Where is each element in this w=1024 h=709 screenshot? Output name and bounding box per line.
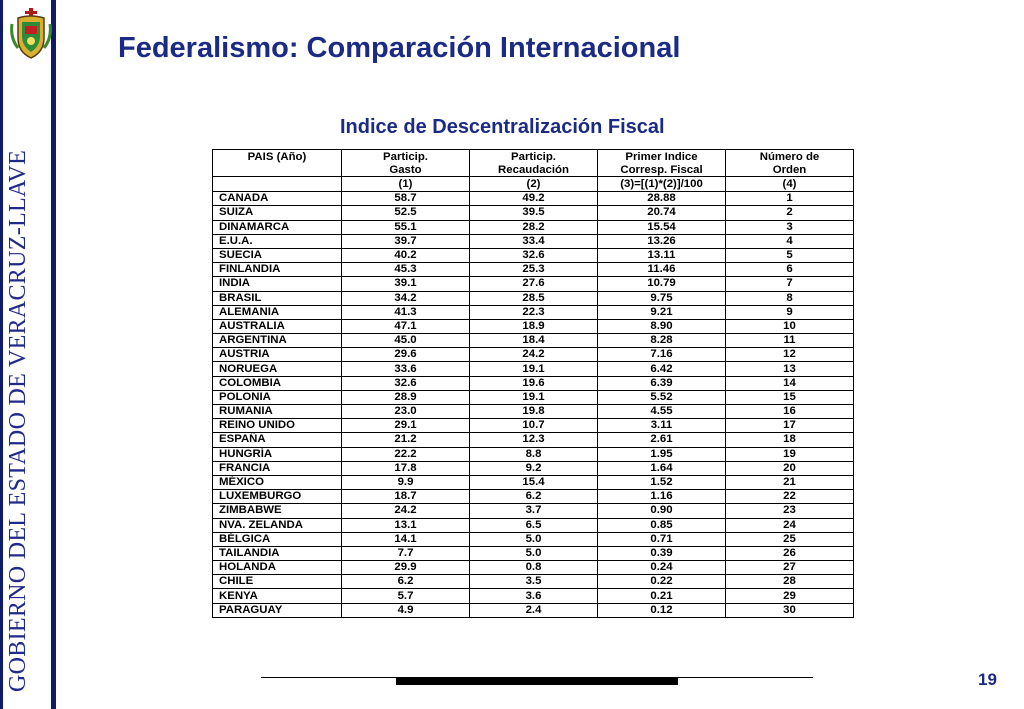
- cell-fiscal-index: 13.26: [598, 234, 726, 248]
- header-spending-share: Particip. Gasto: [342, 150, 470, 177]
- cell-spending-share: 29.6: [342, 348, 470, 362]
- cell-country: ARGENTINA: [213, 334, 342, 348]
- subheader-col-3: (3)=[(1)*(2)]/100: [598, 177, 726, 192]
- cell-fiscal-index: 0.39: [598, 546, 726, 560]
- table-row: [213, 263, 854, 277]
- table-row: [213, 490, 854, 504]
- cell-rank: 3: [726, 220, 854, 234]
- cell-fiscal-index: 11.46: [598, 263, 726, 277]
- page-number: 19: [978, 670, 997, 689]
- cell-country: AUSTRIA: [213, 348, 342, 362]
- cell-revenue-share: 6.2: [470, 490, 598, 504]
- decentralization-index-table: [212, 149, 854, 618]
- cell-country: RUMANIA: [213, 405, 342, 419]
- cell-revenue-share: 3.7: [470, 504, 598, 518]
- cell-rank: 18: [726, 433, 854, 447]
- table-row: [213, 447, 854, 461]
- cell-revenue-share: 19.1: [470, 362, 598, 376]
- table-row: [213, 419, 854, 433]
- cell-rank: 14: [726, 376, 854, 390]
- cell-fiscal-index: 5.52: [598, 390, 726, 404]
- table-row: [213, 220, 854, 234]
- cell-revenue-share: 3.5: [470, 575, 598, 589]
- table-row: [213, 504, 854, 518]
- cell-spending-share: 47.1: [342, 319, 470, 333]
- cell-country: ESPAÑA: [213, 433, 342, 447]
- cell-rank: 2: [726, 206, 854, 220]
- cell-rank: 11: [726, 334, 854, 348]
- cell-rank: 20: [726, 461, 854, 475]
- table-row: [213, 348, 854, 362]
- cell-country: FRANCIA: [213, 461, 342, 475]
- cell-fiscal-index: 8.90: [598, 319, 726, 333]
- cell-rank: 13: [726, 362, 854, 376]
- cell-revenue-share: 5.0: [470, 546, 598, 560]
- cell-revenue-share: 27.6: [470, 277, 598, 291]
- cell-fiscal-index: 6.39: [598, 376, 726, 390]
- table-row: [213, 433, 854, 447]
- cell-rank: 26: [726, 546, 854, 560]
- header-rank: Número de Orden: [726, 150, 854, 177]
- cell-rank: 21: [726, 475, 854, 489]
- cell-rank: 4: [726, 234, 854, 248]
- table-row: [213, 277, 854, 291]
- cell-country: AUSTRALIA: [213, 319, 342, 333]
- cell-revenue-share: 3.6: [470, 589, 598, 603]
- table-subheader-row: [213, 177, 854, 192]
- table-header-row: [213, 150, 854, 177]
- table-row: [213, 334, 854, 348]
- page-title: Federalismo: Comparación Internacional: [118, 32, 681, 64]
- cell-spending-share: 41.3: [342, 305, 470, 319]
- cell-fiscal-index: 0.85: [598, 518, 726, 532]
- cell-rank: 17: [726, 419, 854, 433]
- cell-rank: 24: [726, 518, 854, 532]
- table-row: [213, 362, 854, 376]
- cell-spending-share: 7.7: [342, 546, 470, 560]
- table-row: [213, 206, 854, 220]
- cell-fiscal-index: 7.16: [598, 348, 726, 362]
- cell-spending-share: 52.5: [342, 206, 470, 220]
- cell-spending-share: 58.7: [342, 192, 470, 206]
- cell-spending-share: 21.2: [342, 433, 470, 447]
- table-body: [213, 192, 854, 618]
- cell-fiscal-index: 8.28: [598, 334, 726, 348]
- cell-spending-share: 18.7: [342, 490, 470, 504]
- cell-spending-share: 45.3: [342, 263, 470, 277]
- cell-spending-share: 29.1: [342, 419, 470, 433]
- cell-country: SUECIA: [213, 248, 342, 262]
- cell-rank: 19: [726, 447, 854, 461]
- cell-spending-share: 13.1: [342, 518, 470, 532]
- cell-fiscal-index: 9.75: [598, 291, 726, 305]
- cell-fiscal-index: 13.11: [598, 248, 726, 262]
- cell-fiscal-index: 4.55: [598, 405, 726, 419]
- cell-revenue-share: 0.8: [470, 561, 598, 575]
- cell-rank: 30: [726, 603, 854, 617]
- cell-revenue-share: 12.3: [470, 433, 598, 447]
- cell-country: CHILE: [213, 575, 342, 589]
- table-row: [213, 305, 854, 319]
- cell-rank: 1: [726, 192, 854, 206]
- cell-country: COLOMBIA: [213, 376, 342, 390]
- cell-revenue-share: 18.9: [470, 319, 598, 333]
- cell-rank: 27: [726, 561, 854, 575]
- table-row: [213, 192, 854, 206]
- cell-rank: 9: [726, 305, 854, 319]
- cell-revenue-share: 15.4: [470, 475, 598, 489]
- cell-spending-share: 32.6: [342, 376, 470, 390]
- cell-fiscal-index: 0.90: [598, 504, 726, 518]
- cell-revenue-share: 39.5: [470, 206, 598, 220]
- cell-spending-share: 39.1: [342, 277, 470, 291]
- footer-divider-bar: [396, 678, 678, 685]
- cell-fiscal-index: 1.52: [598, 475, 726, 489]
- cell-rank: 25: [726, 532, 854, 546]
- cell-rank: 23: [726, 504, 854, 518]
- cell-revenue-share: 28.5: [470, 291, 598, 305]
- cell-revenue-share: 49.2: [470, 192, 598, 206]
- cell-fiscal-index: 20.74: [598, 206, 726, 220]
- cell-rank: 5: [726, 248, 854, 262]
- cell-revenue-share: 33.4: [470, 234, 598, 248]
- cell-rank: 6: [726, 263, 854, 277]
- cell-spending-share: 33.6: [342, 362, 470, 376]
- cell-rank: 16: [726, 405, 854, 419]
- left-banner-panel: [3, 0, 52, 709]
- cell-fiscal-index: 1.95: [598, 447, 726, 461]
- cell-fiscal-index: 2.61: [598, 433, 726, 447]
- cell-rank: 7: [726, 277, 854, 291]
- cell-rank: 28: [726, 575, 854, 589]
- cell-spending-share: 29.9: [342, 561, 470, 575]
- cell-revenue-share: 32.6: [470, 248, 598, 262]
- cell-rank: 8: [726, 291, 854, 305]
- header-revenue-share: Particip. Recaudación: [470, 150, 598, 177]
- cell-revenue-share: 18.4: [470, 334, 598, 348]
- cell-revenue-share: 28.2: [470, 220, 598, 234]
- cell-spending-share: 34.2: [342, 291, 470, 305]
- cell-spending-share: 24.2: [342, 504, 470, 518]
- cell-spending-share: 17.8: [342, 461, 470, 475]
- cell-spending-share: 4.9: [342, 603, 470, 617]
- cell-fiscal-index: 9.21: [598, 305, 726, 319]
- cell-spending-share: 22.2: [342, 447, 470, 461]
- cell-revenue-share: 10.7: [470, 419, 598, 433]
- cell-country: REINO UNIDO: [213, 419, 342, 433]
- cell-country: E.U.A.: [213, 234, 342, 248]
- cell-spending-share: 6.2: [342, 575, 470, 589]
- cell-revenue-share: 8.8: [470, 447, 598, 461]
- cell-fiscal-index: 1.16: [598, 490, 726, 504]
- table-row: [213, 234, 854, 248]
- cell-fiscal-index: 0.12: [598, 603, 726, 617]
- cell-country: KENYA: [213, 589, 342, 603]
- cell-spending-share: 5.7: [342, 589, 470, 603]
- cell-spending-share: 23.0: [342, 405, 470, 419]
- cell-rank: 29: [726, 589, 854, 603]
- table-row: [213, 319, 854, 333]
- cell-rank: 12: [726, 348, 854, 362]
- cell-fiscal-index: 0.71: [598, 532, 726, 546]
- cell-fiscal-index: 3.11: [598, 419, 726, 433]
- cell-country: TAILANDIA: [213, 546, 342, 560]
- table-row: [213, 532, 854, 546]
- cell-revenue-share: 5.0: [470, 532, 598, 546]
- cell-country: LUXEMBURGO: [213, 490, 342, 504]
- vertical-banner-text: GOBIERNO DEL ESTADO DE VERACRUZ-LLAVE: [5, 149, 31, 692]
- cell-revenue-share: 19.8: [470, 405, 598, 419]
- subheader-col-1: (1): [342, 177, 470, 192]
- table-row: [213, 603, 854, 617]
- table-row: [213, 589, 854, 603]
- cell-spending-share: 9.9: [342, 475, 470, 489]
- table-row: [213, 248, 854, 262]
- cell-country: BÉLGICA: [213, 532, 342, 546]
- cell-country: FINLANDIA: [213, 263, 342, 277]
- left-banner: [0, 0, 56, 709]
- cell-spending-share: 45.0: [342, 334, 470, 348]
- cell-country: ALEMANIA: [213, 305, 342, 319]
- cell-rank: 10: [726, 319, 854, 333]
- cell-revenue-share: 6.5: [470, 518, 598, 532]
- cell-fiscal-index: 0.22: [598, 575, 726, 589]
- cell-revenue-share: 9.2: [470, 461, 598, 475]
- cell-fiscal-index: 6.42: [598, 362, 726, 376]
- cell-country: NORUEGA: [213, 362, 342, 376]
- cell-fiscal-index: 28.88: [598, 192, 726, 206]
- cell-revenue-share: 19.6: [470, 376, 598, 390]
- table-row: [213, 405, 854, 419]
- cell-spending-share: 28.9: [342, 390, 470, 404]
- cell-country: MÉXICO: [213, 475, 342, 489]
- cell-country: POLONIA: [213, 390, 342, 404]
- cell-revenue-share: 24.2: [470, 348, 598, 362]
- cell-rank: 15: [726, 390, 854, 404]
- cell-country: BRASIL: [213, 291, 342, 305]
- table-row: [213, 376, 854, 390]
- cell-fiscal-index: 10.79: [598, 277, 726, 291]
- cell-revenue-share: 2.4: [470, 603, 598, 617]
- table-row: [213, 475, 854, 489]
- veracruz-coat-of-arms-icon: [10, 8, 52, 60]
- table-row: [213, 518, 854, 532]
- cell-spending-share: 55.1: [342, 220, 470, 234]
- cell-country: CANADA: [213, 192, 342, 206]
- cell-fiscal-index: 0.21: [598, 589, 726, 603]
- cell-fiscal-index: 0.24: [598, 561, 726, 575]
- subheader-col-2: (2): [470, 177, 598, 192]
- header-fiscal-index: Primer Indice Corresp. Fiscal: [598, 150, 726, 177]
- cell-country: ZIMBABWE: [213, 504, 342, 518]
- header-country: PAIS (Año): [213, 150, 342, 177]
- table-row: [213, 546, 854, 560]
- cell-fiscal-index: 15.54: [598, 220, 726, 234]
- cell-rank: 22: [726, 490, 854, 504]
- cell-country: PARAGUAY: [213, 603, 342, 617]
- table-row: [213, 291, 854, 305]
- cell-country: DINAMARCA: [213, 220, 342, 234]
- subheader-col-4: (4): [726, 177, 854, 192]
- table-row: [213, 461, 854, 475]
- table-row: [213, 575, 854, 589]
- cell-revenue-share: 22.3: [470, 305, 598, 319]
- cell-spending-share: 40.2: [342, 248, 470, 262]
- table-row: [213, 561, 854, 575]
- subheader-country: [213, 177, 342, 192]
- cell-fiscal-index: 1.64: [598, 461, 726, 475]
- cell-country: HUNGRÍA: [213, 447, 342, 461]
- table-title: Indice de Descentralización Fiscal: [340, 116, 665, 138]
- cell-country: HOLANDA: [213, 561, 342, 575]
- cell-spending-share: 39.7: [342, 234, 470, 248]
- cell-country: SUIZA: [213, 206, 342, 220]
- cell-country: NVA. ZELANDA: [213, 518, 342, 532]
- cell-revenue-share: 25.3: [470, 263, 598, 277]
- cell-country: INDIA: [213, 277, 342, 291]
- cell-revenue-share: 19.1: [470, 390, 598, 404]
- cell-spending-share: 14.1: [342, 532, 470, 546]
- table-row: [213, 390, 854, 404]
